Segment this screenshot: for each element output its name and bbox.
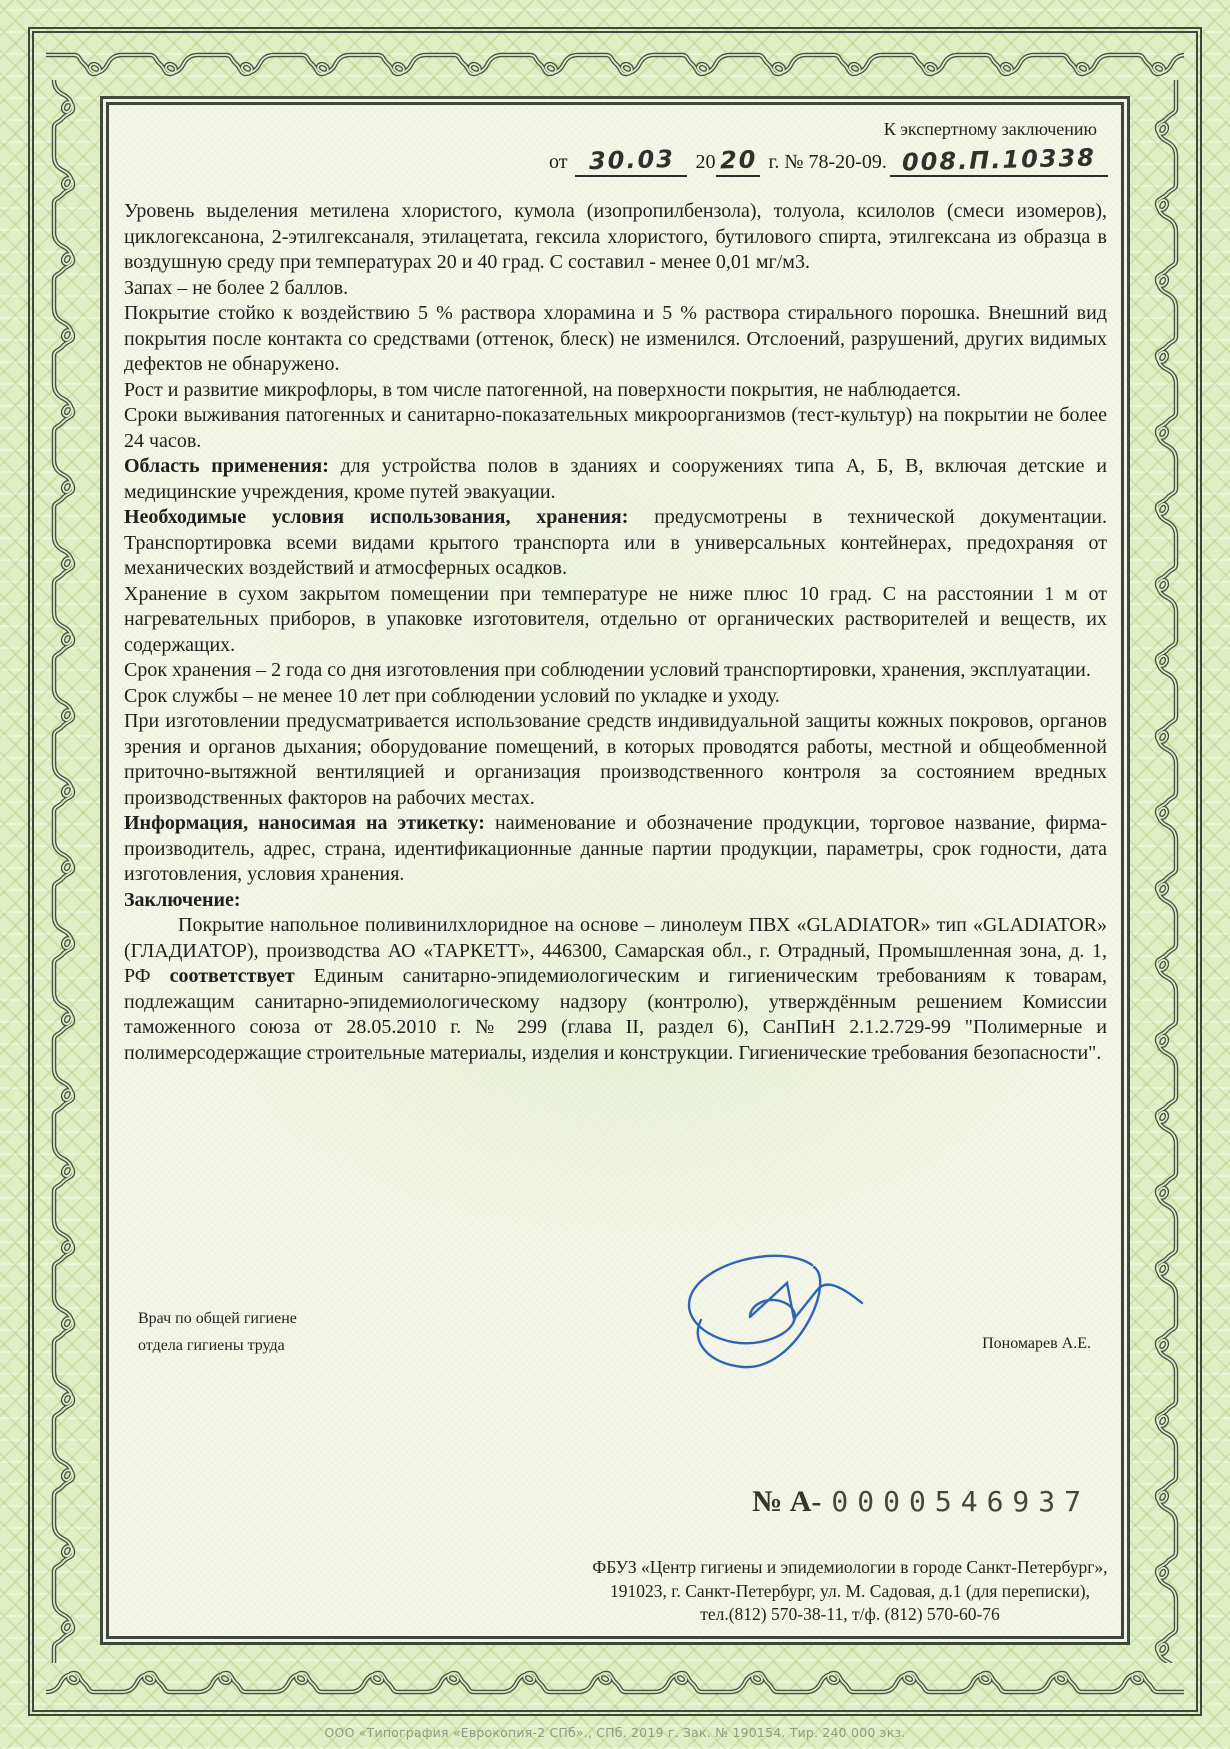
date-underline: [575, 144, 687, 178]
inner-frame: [100, 96, 1130, 1645]
paragraph: [124, 403, 1107, 454]
org-line1: ФБУЗ «Центр гигиены и эпидемиологии в городе Санкт-Петербург»,: [592, 1557, 1108, 1577]
paragraph-text: Срок хранения – 2 года со дня изготовления при соблюдении условий транспортировки, хранения, эксплуатации.: [124, 659, 1091, 681]
header-note: К экспертному заключению: [883, 119, 1097, 139]
paragraph: [124, 684, 1107, 710]
number-underline: [890, 142, 1108, 178]
date-prefix: от: [549, 150, 568, 173]
paragraph: [124, 378, 1107, 404]
handwritten-date: 30.03: [588, 144, 675, 175]
paragraph-lead: Область применения:: [124, 455, 329, 477]
paragraph-text: предусмотрены в технической документации. Транспортировка всеми видами крытого транспорта или в универсальных контейнерах, предохраняя от механических воздействий и атмосферных осадков.: [124, 506, 1108, 579]
org-line3: тел.(812) 570-38-11, т/ф. (812) 570-60-76: [700, 1604, 1000, 1624]
paragraph: [124, 199, 1107, 276]
year-printed: 20: [695, 150, 716, 173]
paragraph-lead: Информация, наносимая на этикетку:: [124, 812, 485, 834]
form-serial-number: [752, 1485, 1090, 1519]
signer-name: Пономарев А.Е.: [982, 1335, 1091, 1352]
paragraph-lead: Необходимые условия использования, хранения:: [124, 506, 629, 528]
number-prefix: г. № 78-20-09.: [768, 150, 887, 173]
conclusion-text-2: Единым санитарно-эпидемиологическим и гигиеническим требованиям к товарам, подлежащим санитарно-эпидемиологическому надзору (контролю), утверждённым решением Комиссии таможенного союза от 28.05.2010 г. № 299 (глава II, раздел 6), СанПиН 2.1.2.729-99 "Полимерные и полимерсодержащие строительные материалы, изделия и конструкции. Гигиенические требования безопасности".: [124, 965, 1107, 1064]
serial-digits: 0000546937: [831, 1485, 1090, 1518]
year-underline: [716, 145, 760, 178]
signer-role: [138, 1305, 297, 1359]
paragraph-text: Сроки выживания патогенных и санитарно-показательных микроорганизмов (тест-культур) на покрытии не более 24 часов.: [124, 404, 1107, 452]
conclusion-title: Заключение:: [124, 888, 241, 911]
paragraph: [124, 811, 1107, 888]
signer-role-line2: отдела гигиены труда: [138, 1337, 285, 1354]
conclusion-bold: соответствует: [169, 965, 295, 987]
paragraph: [124, 276, 1107, 302]
chain-border-right-icon: [1150, 80, 1184, 1663]
conclusion-paragraph: [124, 913, 1107, 1066]
org-line2: 191023, г. Санкт-Петербург, ул. М. Садовая, д.1 (для переписки),: [610, 1580, 1090, 1601]
paragraph-text: для устройства полов в зданиях и сооружениях типа А, Б, В, включая детские и медицинские учреждения, кроме путей эвакуации.: [124, 455, 1107, 503]
paragraph: [124, 658, 1107, 684]
paragraph-text: Рост и развитие микрофлоры, в том числе патогенной, на поверхности покрытия, не наблюдается.: [124, 378, 962, 401]
issuing-organization: [590, 1556, 1110, 1627]
paragraph-text: Покрытие стойко к воздействию 5 % раствора хлорамина и 5 % раствора стирального порошка. Внешний вид покрытия после контакта со средствами (оттенок, блеск) не изменился. Отслоений, разрушений, других видимых дефектов не обнаружено.: [124, 302, 1107, 375]
paragraphs: [124, 199, 1107, 1066]
paragraph-text: наименование и обозначение продукции, торговое название, фирма-производитель, адрес, страна, идентификационные данные партии продукции, параметры, срок годности, дата изготовления, условия хранения.: [124, 812, 1107, 885]
handwritten-year: 20: [719, 145, 758, 174]
signer-role-line1: Врач по общей гигиене: [138, 1310, 297, 1327]
paragraph: [124, 582, 1107, 659]
paragraph-text: Уровень выделения метилена хлористого, кумола (изопропилбензола), толуола, ксилолов (смеси изомеров), циклогексанона, 2-этилгексаналя, этилацетата, гексила хлористого, бутилового спирта, этилгексана из образца в воздушную среду при температурах 20 и 40 град. С составил - менее 0,01 мг/м3.: [124, 200, 1107, 273]
paragraph-text: При изготовлении предусматривается использование средств индивидуальной защиты кожных покровов, органов зрения и органов дыхания; оборудование помещений, в которых проводятся работы, местной и общеобменной приточно-вытяжной вентиляцией и организация производственного контроля за состоянием вредных производственных факторов на рабочих местах.: [124, 710, 1107, 809]
paragraph: [124, 454, 1107, 505]
chain-border-top-icon: [46, 47, 1184, 81]
sign-off-row: [138, 1305, 1097, 1359]
document-body: [109, 105, 1121, 1066]
paragraph-text: Запах – не более 2 баллов.: [124, 276, 349, 299]
print-shop-imprint: ООО «Типография «Еврокопия-2 СПб»., СПб. 2019 г. Зак. № 190154. Тир. 240 000 экз.: [324, 1725, 906, 1740]
chain-border-bottom-icon: [46, 1666, 1184, 1700]
handwritten-number: 008.П.10338: [901, 142, 1097, 177]
conclusion-text-1: Покрытие напольное поливинилхлоридное на основе – линолеум ПВХ «GLADIATOR» тип «GLADIATOR» (ГЛАДИАТОР), производства АО «ТАРКЕТТ», 446300, Самарская обл., г. Отрадный, Промышленная зона, д. 1, РФ: [124, 914, 1107, 987]
paragraph: [124, 709, 1107, 811]
paragraph-text: Срок службы – не менее 10 лет при соблюдении условий по укладке и уходу.: [124, 684, 780, 707]
paragraph: [124, 301, 1107, 378]
chain-border-left-icon: [46, 80, 80, 1663]
serial-prefix: № А-: [752, 1485, 822, 1518]
paragraph: [124, 505, 1107, 582]
date-line: [549, 142, 1107, 178]
paragraph-text: Хранение в сухом закрытом помещении при температуре не ниже плюс 10 град. С на расстоянии 1 м от нагревательных приборов, в упаковке изготовителя, отдельно от органических растворителей и веществ, их содержащих.: [124, 582, 1107, 656]
